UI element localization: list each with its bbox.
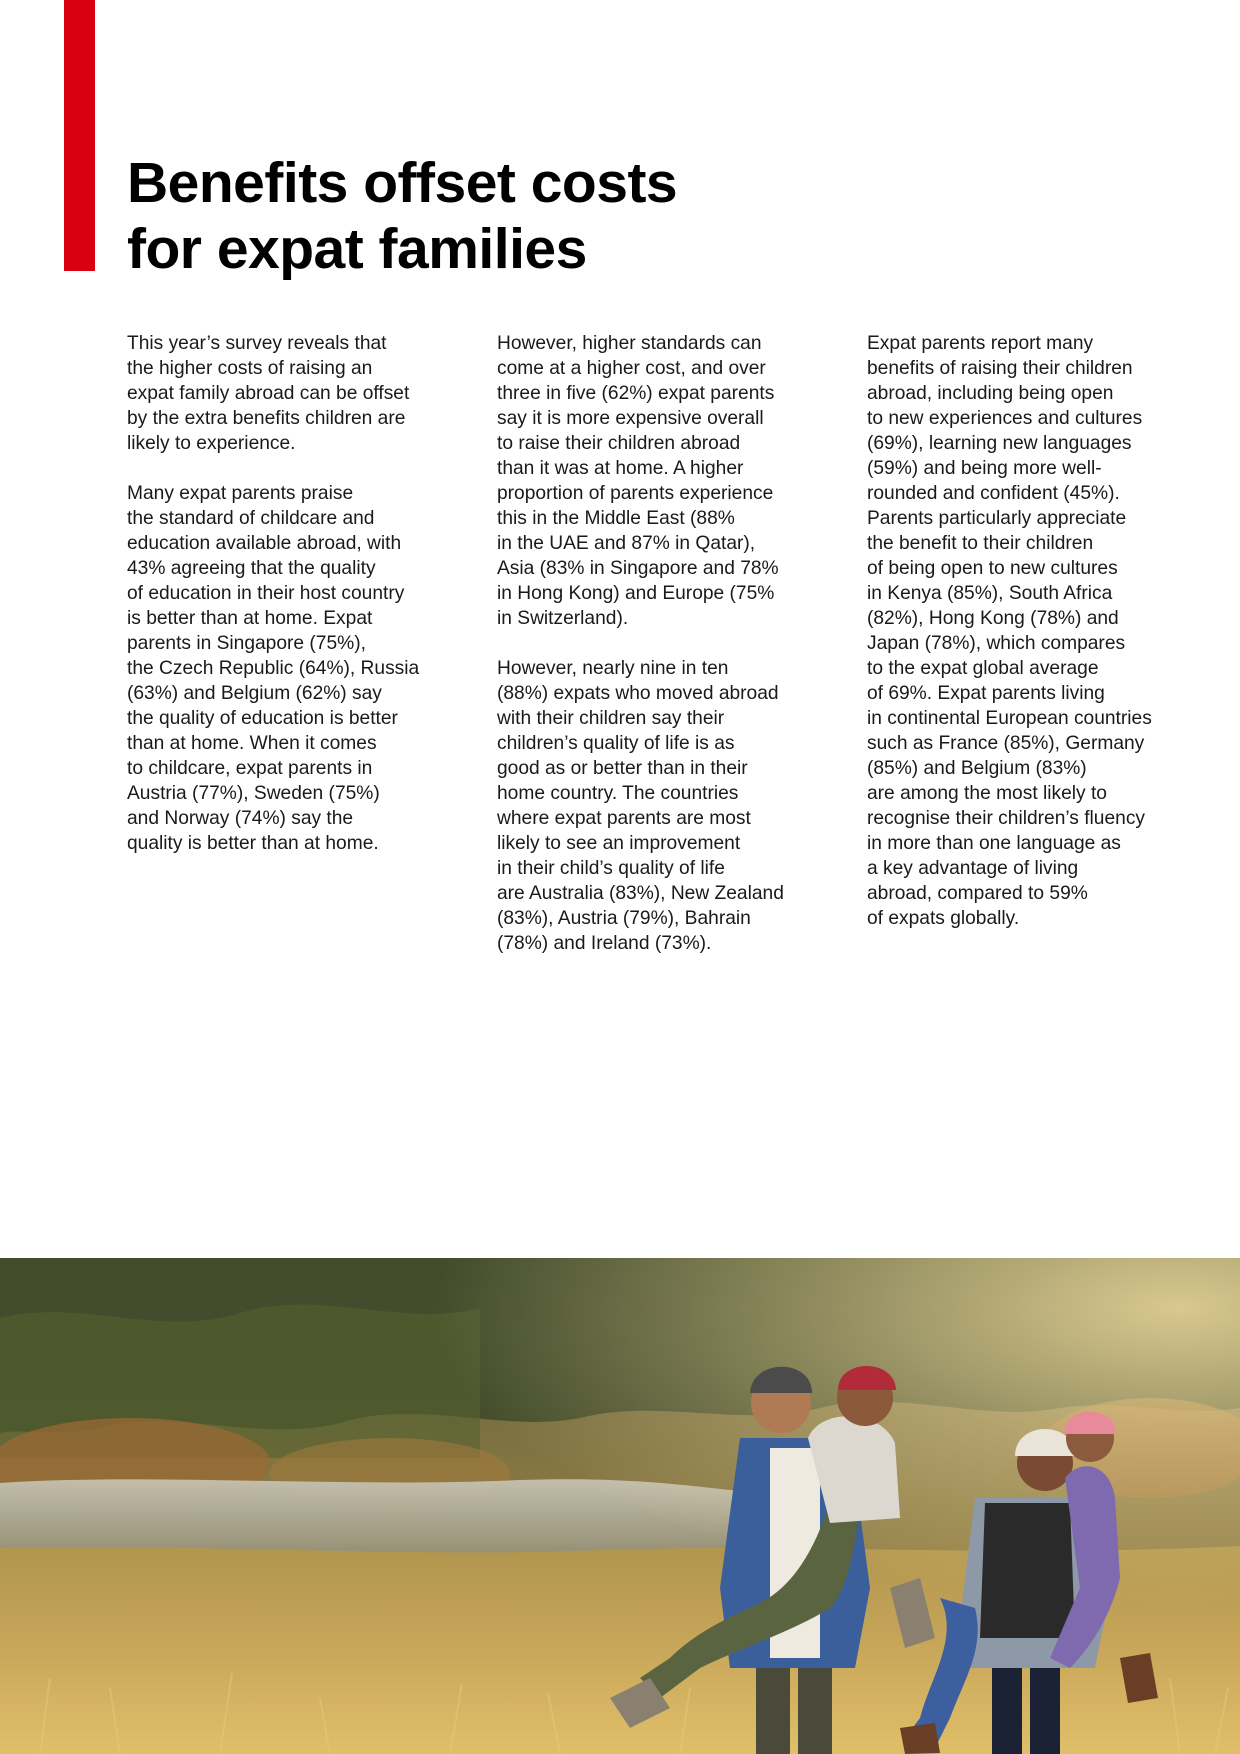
- text-line: of 69%. Expat parents living: [867, 683, 1105, 704]
- text-line: Parents particularly appreciate: [867, 508, 1127, 529]
- text-line: are Australia (83%), New Zealand: [497, 883, 784, 904]
- page-title: [127, 150, 677, 282]
- text-line: of expats globally.: [867, 908, 1020, 929]
- text-column-2: [497, 331, 817, 981]
- text-line: in Switzerland).: [497, 608, 629, 629]
- text-line: to the expat global average: [867, 658, 1099, 679]
- text-column-3: [867, 331, 1187, 956]
- text-line: Austria (77%), Sweden (75%): [127, 783, 380, 804]
- text-line: three in five (62%) expat parents: [497, 383, 775, 404]
- text-line: this in the Middle East (88%: [497, 508, 735, 529]
- text-line: (83%), Austria (79%), Bahrain: [497, 908, 751, 929]
- text-line: abroad, compared to 59%: [867, 883, 1088, 904]
- text-line: a key advantage of living: [867, 858, 1079, 879]
- text-line: (85%) and Belgium (83%): [867, 758, 1087, 779]
- text-line: expat family abroad can be offset: [127, 383, 410, 404]
- text-line: abroad, including being open: [867, 383, 1114, 404]
- text-line: 43% agreeing that the quality: [127, 558, 376, 579]
- text-line: (69%), learning new languages: [867, 433, 1132, 454]
- text-line: in more than one language as: [867, 833, 1121, 854]
- text-line: to new experiences and cultures: [867, 408, 1143, 429]
- text-line: proportion of parents experience: [497, 483, 774, 504]
- text-line: rounded and confident (45%).: [867, 483, 1120, 504]
- text-line: Asia (83% in Singapore and 78%: [497, 558, 779, 579]
- text-line: (59%) and being more well-: [867, 458, 1102, 479]
- text-line: such as France (85%), Germany: [867, 733, 1145, 754]
- text-line: than at home. When it comes: [127, 733, 377, 754]
- paragraph: [127, 481, 447, 856]
- text-line: the benefit to their children: [867, 533, 1094, 554]
- text-column-1: [127, 331, 447, 881]
- text-line: in the UAE and 87% in Qatar),: [497, 533, 756, 554]
- text-line: Expat parents report many: [867, 333, 1094, 354]
- text-line: likely to experience.: [127, 433, 296, 454]
- text-line: in continental European countries: [867, 708, 1152, 729]
- text-line: the higher costs of raising an: [127, 358, 373, 379]
- text-line: to raise their children abroad: [497, 433, 741, 454]
- text-line: education available abroad, with: [127, 533, 402, 554]
- text-line: quality is better than at home.: [127, 833, 379, 854]
- text-line: children’s quality of life is as: [497, 733, 735, 754]
- text-line: and Norway (74%) say the: [127, 808, 354, 829]
- family-photo-illustration: [0, 1258, 1240, 1754]
- text-line: However, higher standards can: [497, 333, 762, 354]
- paragraph: [867, 331, 1187, 931]
- text-line: (88%) expats who moved abroad: [497, 683, 779, 704]
- text-line: home country. The countries: [497, 783, 739, 804]
- text-line: However, nearly nine in ten: [497, 658, 729, 679]
- text-line: in Hong Kong) and Europe (75%: [497, 583, 775, 604]
- text-line: good as or better than in their: [497, 758, 748, 779]
- text-line: by the extra benefits children are: [127, 408, 406, 429]
- text-line: of being open to new cultures: [867, 558, 1118, 579]
- text-line: the quality of education is better: [127, 708, 398, 729]
- text-line: than it was at home. A higher: [497, 458, 744, 479]
- text-line: benefits of raising their children: [867, 358, 1133, 379]
- title-line-1: Benefits offset costs: [127, 151, 678, 215]
- text-line: (82%), Hong Kong (78%) and: [867, 608, 1119, 629]
- text-line: is better than at home. Expat: [127, 608, 373, 629]
- text-line: of education in their host country: [127, 583, 405, 604]
- text-line: to childcare, expat parents in: [127, 758, 373, 779]
- text-line: parents in Singapore (75%),: [127, 633, 366, 654]
- paragraph: [497, 331, 817, 631]
- text-line: where expat parents are most: [497, 808, 751, 829]
- text-line: are among the most likely to: [867, 783, 1107, 804]
- text-line: (63%) and Belgium (62%) say: [127, 683, 382, 704]
- text-line: in their child’s quality of life: [497, 858, 725, 879]
- accent-bar: [64, 0, 95, 271]
- text-line: Japan (78%), which compares: [867, 633, 1126, 654]
- text-line: the Czech Republic (64%), Russia: [127, 658, 420, 679]
- text-line: Many expat parents praise: [127, 483, 354, 504]
- family-photo: [0, 1258, 1240, 1754]
- paragraph: [497, 656, 817, 956]
- paragraph: [127, 331, 447, 456]
- title-line-2: for expat families: [127, 217, 587, 281]
- text-line: This year’s survey reveals that: [127, 333, 387, 354]
- text-line: (78%) and Ireland (73%).: [497, 933, 712, 954]
- text-line: likely to see an improvement: [497, 833, 741, 854]
- text-line: recognise their children’s fluency: [867, 808, 1146, 829]
- text-line: in Kenya (85%), South Africa: [867, 583, 1113, 604]
- text-line: come at a higher cost, and over: [497, 358, 766, 379]
- text-line: the standard of childcare and: [127, 508, 375, 529]
- text-line: say it is more expensive overall: [497, 408, 764, 429]
- text-line: with their children say their: [497, 708, 725, 729]
